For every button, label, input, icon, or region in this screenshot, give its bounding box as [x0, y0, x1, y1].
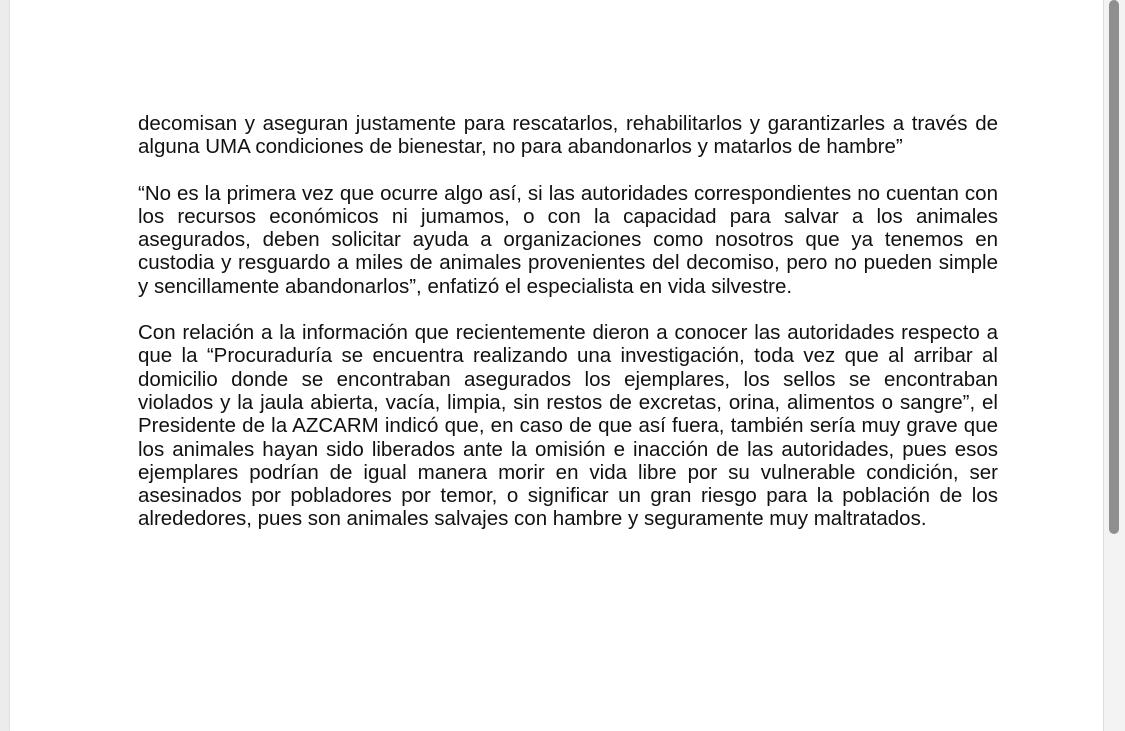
scrollbar-thumb[interactable]: [1109, 0, 1119, 534]
document-page: [10, 0, 1103, 731]
page-body: [138, 112, 998, 554]
paragraph-3: Con relación a la información que recientemente dieron a conocer las autoridades respecto a que la “Procuraduría se encuentra realizando una investigación, toda vez que al arribar al domicilio donde se encontraban asegurados los ejemplares, los sellos se encontraban violados y la jaula abierta, vacía, limpia, sin restos de excretas, orina, alimentos o sangre”, el Presidente de la AZCARM indicó que, en caso de que así fuera, también sería muy grave que los animales hayan sido liberados ante la omisión e inacción de las autoridades, pues esos ejemplares podrían de igual manera morir en vida libre por su vulnerable condición, ser asesinados por pobladores por temor, o significar un gran riesgo para la población de los alrededores, pues son animales salvajes con hambre y seguramente muy maltratados.: [138, 321, 998, 531]
paragraph-1: decomisan y aseguran justamente para rescatarlos, rehabilitarlos y garantizarles a través de alguna UMA condiciones de bienestar, no para abandonarlos y matarlos de hambre”: [138, 112, 998, 159]
paragraph-2: “No es la primera vez que ocurre algo así, si las autoridades correspondientes no cuentan con los recursos económicos ni jumamos, o con la capacidad para salvar a los animales asegurados, deben solicitar ayuda a organizaciones como nosotros que ya tenemos en custodia y resguardo a miles de animales provenientes del decomiso, pero no pueden simple y sencillamente abandonarlos”, enfatizó el especialista en vida silvestre.: [138, 181, 998, 298]
vertical-scrollbar[interactable]: [1103, 0, 1125, 731]
